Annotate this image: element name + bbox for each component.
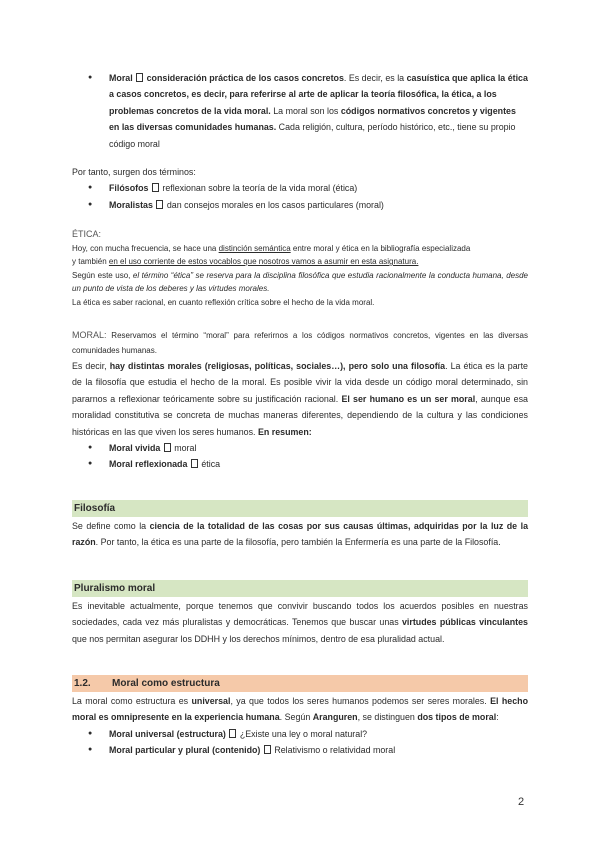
arrow-placeholder-icon (191, 459, 198, 468)
moral-block: MORAL: Reservamos el término “moral” para referirnos a los códigos normativos concretos, vigentes en las diversas comunidades humanas. Es decir, hay distintas morales (religiosas, políticas, sociales…), pero solo una filosofía. La ética es la parte de la filosofía que estudia el hecho de la moral. Es posible vivir la vida desde un código moral determinado, sin pararnos a reflexionar teóricamente sobre su justificación racional. El ser humano es un ser moral, aunque esa moralidad constitutiva se concreta de muchas maneras diferentes, dependiendo de la cultura y las condiciones históricas en las que viven los seres humanos. En resumen: ● Moral vivida moral ● Moral reflexionada ética (72, 328, 528, 473)
section-number: 1.2. (74, 678, 91, 689)
list-item: ● Moral consideración práctica de los casos concretos. Es decir, es la casuística que aplica la ética a casos concretos, es decir, para referirse al arte de aplicar la teoría filosófica, la ética, a los problemas concretos de la vida moral. La moral son los códigos normativos concretos y vigentes en las diversas comunidades humanas. Cada religión, cultura, período histórico, etc., tiene su propio código moral (72, 70, 528, 152)
arrow-placeholder-icon (156, 200, 163, 209)
section-title: Moral como estructura (112, 678, 220, 689)
list-item: ● Moral universal (estructura) ¿Existe una ley o moral natural? (72, 726, 528, 742)
list-item: ● Filósofos reflexionan sobre la teoría de la vida moral (ética) (72, 180, 528, 196)
filosofia-paragraph: Se define como la ciencia de la totalidad de las cosas por sus causas últimas, adquiridas por la luz de la razón. Por tanto, la ética es una parte de la filosofía, pero también la Enfermería es una parte de la Filosofía. (72, 521, 529, 548)
section-heading-pluralismo: Pluralismo moral (72, 580, 528, 597)
section-heading-filosofia: Filosofía (72, 500, 528, 517)
list-item: ● Moral particular y plural (contenido) Relativismo o relatividad moral (72, 742, 528, 758)
page-number: 2 (518, 796, 525, 808)
arrow-placeholder-icon (264, 745, 271, 754)
arrow-placeholder-icon (152, 183, 159, 192)
etica-heading: ÉTICA: (72, 229, 102, 239)
terminos-intro: Por tanto, surgen dos términos: (72, 167, 196, 177)
moral-definition-block (72, 70, 528, 152)
estructura-block: La moral como estructura es universal, ya que todos los seres humanos podemos ser seres morales. El hecho moral es omnipresente en la experiencia humana. Según Aranguren, se distinguen dos tipos de moral: ● Moral universal (estructura) ¿Existe una ley o moral natural? ● Moral particular y plural (contenido) Relativismo o relatividad moral (72, 693, 528, 759)
section-heading-estructura (72, 675, 528, 692)
pluralismo-paragraph: Es inevitable actualmente, porque tenemos que convivir buscando todos los acuerdos posibles en nuestras sociedades, cada vez más pluralistas y democráticas. Tenemos que buscar unas virtudes públicas vinculantes que nos permitan asegurar los DDHH y los derechos mínimos, dentro de esa pluralidad actual. (72, 601, 528, 644)
list-item: ● Moral vivida moral (72, 440, 528, 456)
list-item: ● Moral reflexionada ética (72, 456, 528, 472)
arrow-placeholder-icon (136, 73, 143, 82)
terminos-block (72, 164, 528, 213)
moral-heading: MORAL: (72, 330, 107, 340)
arrow-placeholder-icon (164, 443, 171, 452)
etica-block: ÉTICA: Hoy, con mucha frecuencia, se hace una distinción semántica entre moral y ética en la bibliografía especializada y también en el uso corriente de estos vocablos que nosotros vamos a asumir en esta asignatura. Según este uso, el término “ética” se reserva para la disciplina filosófica que estudia racionalmente la conducta humana, desde un punto de vista de los deberes y las virtudes morales. La ética es saber racional, en cuanto reflexión crítica sobre el hecho de la vida moral. (72, 229, 528, 307)
arrow-placeholder-icon (229, 729, 236, 738)
list-item: ● Moralistas dan consejos morales en los casos particulares (moral) (72, 197, 528, 213)
